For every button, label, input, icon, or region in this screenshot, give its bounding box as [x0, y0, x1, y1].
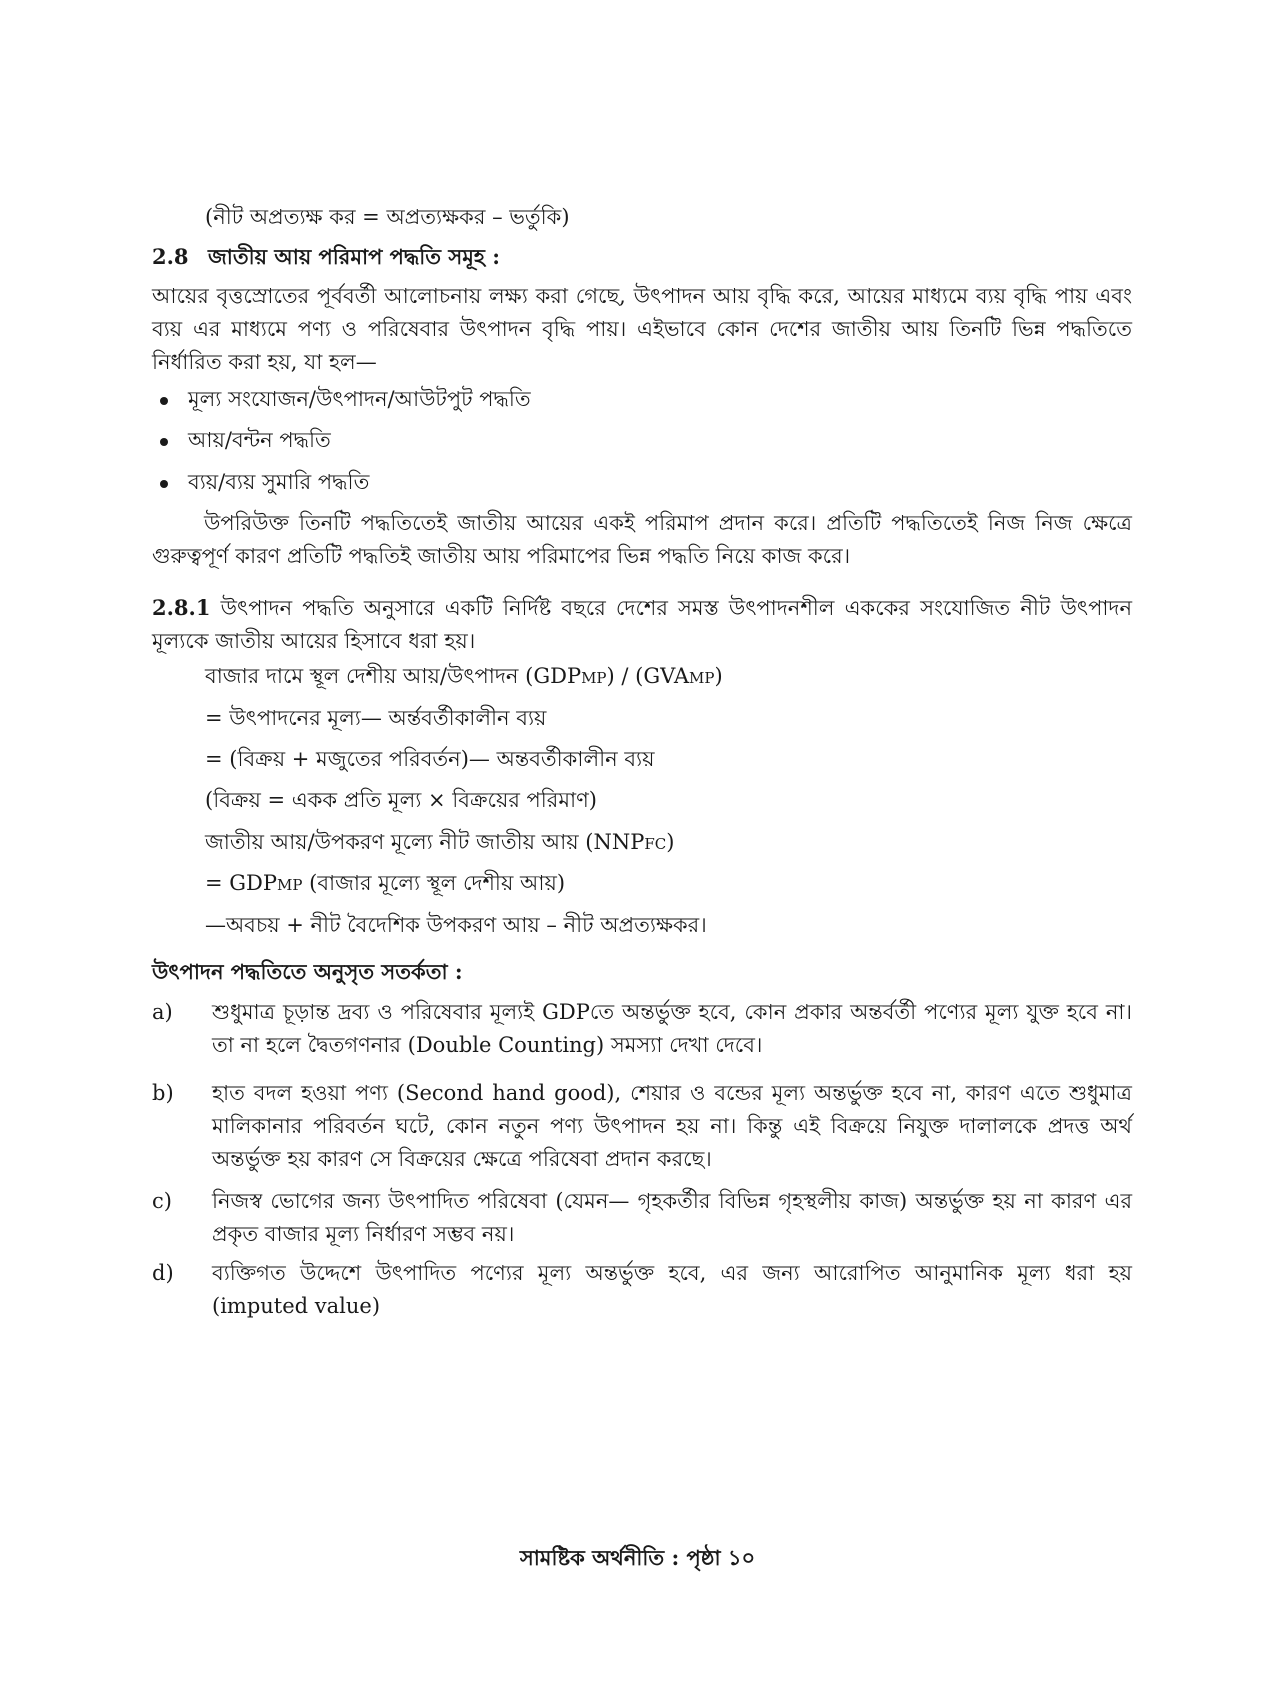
section-heading	[152, 240, 1132, 273]
bullet-item	[160, 466, 369, 499]
bullet-item	[160, 383, 531, 416]
precautions-heading: উৎপাদন পদ্ধতিতে অনুসৃত সতর্কতা :	[152, 959, 463, 984]
formula-nnp-fc: জাতীয় আয়/উপকরণ মূল্যে নীট জাতীয় আয় (NNPFC)	[205, 830, 675, 854]
bullet-icon	[160, 397, 168, 405]
precaution-label: d)	[152, 1261, 174, 1285]
subsection-paragraph	[152, 591, 1132, 658]
bullet-item	[160, 424, 331, 457]
bullet-text: মূল্য সংযোজন/উৎপাদন/আউটপুট পদ্ধতি	[188, 387, 531, 411]
net-indirect-tax-formula: (নীট অপ্রত্যক্ষ কর = অপ্রত্যক্ষকর – ভর্তুকি)	[205, 205, 570, 229]
precaution-label: b)	[152, 1081, 174, 1105]
section-number: 2.8	[152, 244, 189, 269]
page-footer: সামষ্টিক অর্থনীতি : পৃষ্ঠা ১০	[519, 1545, 756, 1570]
precaution-text: নিজস্ব ভোগের জন্য উৎপাদিত পরিষেবা (যেমন— গৃহকর্তীর বিভিন্ন গৃহস্থলীয় কাজ) অন্তর্ভুক্ত হয় না কারণ এর প্রকৃত বাজার মূল্য নির্ধারণ সম্ভব নয়।	[212, 1189, 1132, 1246]
formula-sales: (বিক্রয় = একক প্রতি মূল্য × বিক্রয়ের পরিমাণ)	[205, 788, 598, 812]
section-intro: আয়ের বৃত্তস্রোতের পূর্ববর্তী আলোচনায় লক্ষ্য করা গেছে, উৎপাদন আয় বৃদ্ধি করে, আয়ের মাধ্যমে ব্যয় বৃদ্ধি পায় এবং ব্যয় এর মাধ্যমে পণ্য ও পরিষেবার উৎপাদন বৃদ্ধি পায়। এইভাবে কোন দেশের জাতীয় আয় তিনটি ভিন্ন পদ্ধতিতে নির্ধারিত করা হয়, যা হল—	[152, 284, 1132, 374]
formula-output-value: = উৎপাদনের মূল্য— অর্ন্তবর্তীকালীন ব্যয়	[205, 706, 547, 730]
formula-depreciation: —অবচয় + নীট বৈদেশিক উপকরণ আয় – নীট অপ্রত্যক্ষকর।	[205, 913, 707, 937]
precaution-label: a)	[152, 1000, 173, 1024]
precaution-label: c)	[152, 1189, 172, 1213]
bullet-text: ব্যয়/ব্যয় সুমারি পদ্ধতি	[188, 470, 370, 494]
formula-gdp-mp: বাজার দামে স্থূল দেশীয় আয়/উৎপাদন (GDPMP) / (GVAMP)	[205, 664, 723, 688]
precaution-text: হাত বদল হওয়া পণ্য (Second hand good), শেয়ার ও বন্ডের মূল্য অন্তর্ভুক্ত হবে না, কারণ এতে শুধুমাত্র মালিকানার পরিবর্তন ঘটে, কোন নতুন পণ্য উৎপাদন হয় না। কিন্তু এই বিক্রয়ে নিযুক্ত দালালকে প্রদত্ত অর্থ অন্তর্ভুক্ত হয় কারণ সে বিক্রয়ের ক্ষেত্রে পরিষেবা প্রদান করছে।	[212, 1081, 1132, 1171]
section-summary: উপরিউক্ত তিনটি পদ্ধতিতেই জাতীয় আয়ের একই পরিমাপ প্রদান করে। প্রতিটি পদ্ধতিতেই নিজ নিজ ক্ষেত্রে গুরুত্বপূর্ণ কারণ প্রতিটি পদ্ধতিই জাতীয় আয় পরিমাপের ভিন্ন পদ্ধতি নিয়ে কাজ করে।	[152, 511, 1132, 568]
precaution-text: শুধুমাত্র চূড়ান্ত দ্রব্য ও পরিষেবার মূল্যই GDPতে অন্তর্ভুক্ত হবে, কোন প্রকার অন্তর্বর্তী পণ্যের মূল্য যুক্ত হবে না। তা না হলে দ্বৈতগণনার (Double Counting) সমস্যা দেখা দেবে।	[212, 1000, 1132, 1057]
precaution-text: ব্যক্তিগত উদ্দেশে উৎপাদিত পণ্যের মূল্য অন্তর্ভুক্ত হবে, এর জন্য আরোপিত আনুমানিক মূল্য ধরা হয় (imputed value)	[212, 1261, 1132, 1318]
bullet-icon	[160, 438, 168, 446]
formula-gdp-mp-eq: = GDPMP (বাজার মূল্যে স্থূল দেশীয় আয়)	[205, 871, 566, 895]
bullet-text: আয়/বন্টন পদ্ধতি	[188, 428, 331, 452]
bullet-icon	[160, 480, 168, 488]
subsection-text: উৎপাদন পদ্ধতি অনুসারে একটি নির্দিষ্ট বছরে দেশের সমস্ত উৎপাদনশীল এককের সংযোজিত নীট উৎপাদন মূল্যকে জাতীয় আয়ের হিসাবে ধরা হয়।	[152, 596, 1132, 653]
section-title: জাতীয় আয় পরিমাপ পদ্ধতি সমূহ :	[208, 244, 500, 269]
formula-sales-stock: = (বিক্রয় + মজুতের পরিবর্তন)— অন্তবর্তীকালীন ব্যয়	[205, 747, 655, 771]
subsection-number: 2.8.1	[152, 595, 211, 620]
